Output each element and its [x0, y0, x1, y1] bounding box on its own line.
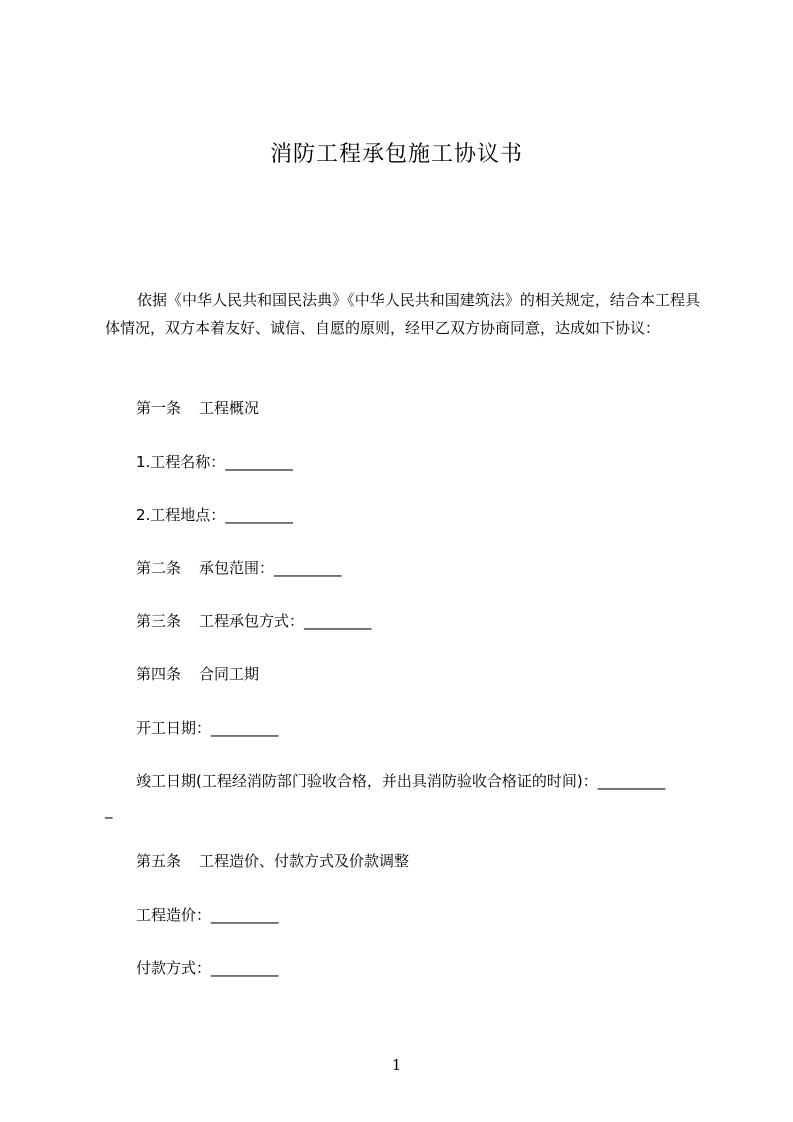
payment-method-label: 付款方式： [136, 959, 212, 977]
project-cost-label: 工程造价： [136, 906, 212, 924]
document-title: 消防工程承包施工协议书 [269, 142, 523, 167]
payment-method-blank[interactable]: _________ [211, 959, 279, 977]
article-4-heading [136, 662, 259, 686]
contract-method-label: 工程承包方式： [199, 612, 305, 630]
payment-method-line [136, 956, 279, 980]
completion-date-blank-tail: _ [105, 801, 113, 819]
article-1-number: 第一条 [136, 399, 182, 417]
article-5-heading [136, 849, 409, 873]
completion-date-blank[interactable]: _________ [597, 772, 666, 790]
article-5-title: 工程造价、付款方式及价款调整 [199, 852, 410, 870]
contract-scope-label: 承包范围： [199, 559, 275, 577]
intro-paragraph: 依据《中华人民共和国民法典》《中华人民共和国建筑法》的相关规定，结合本工程具体情况，双方本着友好、诚信、自愿的原则，经甲乙双方协商同意，达成如下协议： [105, 291, 700, 337]
article-2-line [136, 556, 342, 580]
project-name-label: 1.工程名称： [136, 453, 226, 471]
article-3-line [136, 609, 372, 633]
project-name-line [136, 450, 293, 474]
project-location-label: 2.工程地点： [136, 506, 226, 524]
start-date-blank[interactable]: _________ [211, 719, 279, 737]
project-name-blank[interactable]: _________ [225, 453, 293, 471]
contract-method-blank[interactable]: _________ [304, 612, 372, 630]
article-2-number: 第二条 [136, 559, 182, 577]
start-date-label: 开工日期： [136, 719, 212, 737]
article-4-number: 第四条 [136, 665, 182, 683]
article-1-heading [136, 396, 259, 420]
article-5-number: 第五条 [136, 852, 182, 870]
contract-scope-blank[interactable]: _________ [274, 559, 342, 577]
article-1-title: 工程概况 [199, 399, 260, 417]
project-cost-blank[interactable]: _________ [211, 906, 279, 924]
article-3-number: 第三条 [136, 612, 182, 630]
start-date-line [136, 716, 279, 740]
completion-date-line [136, 769, 702, 793]
page-number: 1 [391, 1056, 402, 1074]
project-cost-line [136, 903, 279, 927]
project-location-line [136, 503, 293, 527]
article-4-title: 合同工期 [199, 665, 260, 683]
completion-date-label: 竣工日期(工程经消防部门验收合格，并出具消防验收合格证的时间)： [136, 772, 598, 790]
project-location-blank[interactable]: _________ [225, 506, 293, 524]
